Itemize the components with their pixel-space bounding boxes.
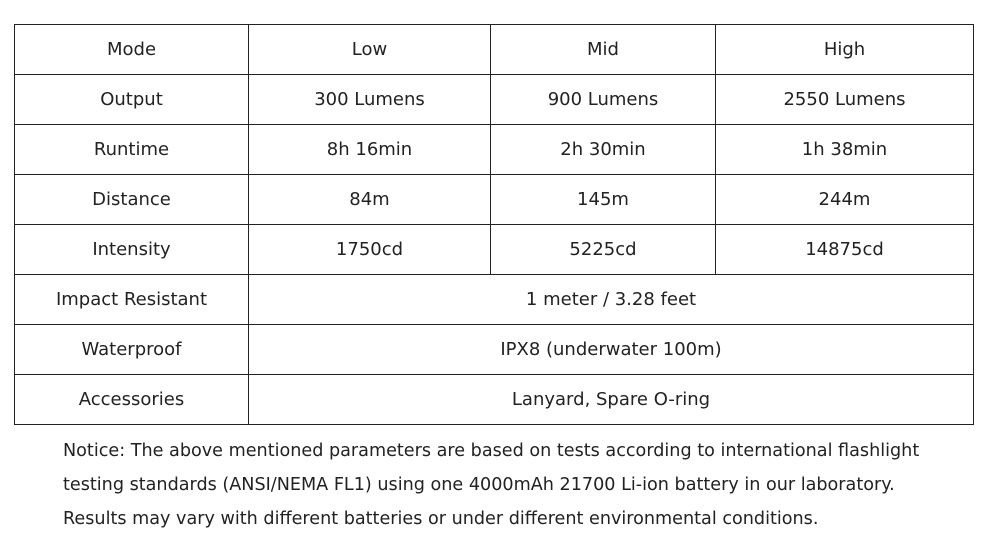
- notice-line: Results may vary with different batteries or under different environmental conditions.: [63, 509, 819, 529]
- table-cell: 2h 30min: [491, 125, 716, 175]
- table-row-accessories: [15, 375, 974, 425]
- row-label: Intensity: [15, 225, 249, 275]
- table-cell: 300 Lumens: [249, 75, 491, 125]
- table-row-intensity: [15, 225, 974, 275]
- row-label: Runtime: [15, 125, 249, 175]
- table-row-impact-resistant: [15, 275, 974, 325]
- table-cell: 145m: [491, 175, 716, 225]
- row-label: Accessories: [15, 375, 249, 425]
- notice-text: [63, 434, 973, 536]
- row-label: Impact Resistant: [15, 275, 249, 325]
- header-cell-low: Low: [249, 25, 491, 75]
- notice-line: testing standards (ANSI/NEMA FL1) using one 4000mAh 21700 Li-ion battery in our laboratory.: [63, 475, 895, 495]
- table-cell: 14875cd: [716, 225, 974, 275]
- merged-cell: Lanyard, Spare O-ring: [249, 375, 974, 425]
- table-header-row: [15, 25, 974, 75]
- table-cell: 8h 16min: [249, 125, 491, 175]
- table-row-runtime: [15, 125, 974, 175]
- table-row-output: [15, 75, 974, 125]
- table-cell: 900 Lumens: [491, 75, 716, 125]
- header-cell-mid: Mid: [491, 25, 716, 75]
- table-cell: 5225cd: [491, 225, 716, 275]
- table-cell: 244m: [716, 175, 974, 225]
- row-label: Distance: [15, 175, 249, 225]
- table-row-distance: [15, 175, 974, 225]
- table-cell: 1750cd: [249, 225, 491, 275]
- merged-cell: IPX8 (underwater 100m): [249, 325, 974, 375]
- table-cell: 84m: [249, 175, 491, 225]
- header-cell-mode: Mode: [15, 25, 249, 75]
- header-cell-high: High: [716, 25, 974, 75]
- merged-cell: 1 meter / 3.28 feet: [249, 275, 974, 325]
- table-cell: 2550 Lumens: [716, 75, 974, 125]
- spec-table: [14, 24, 974, 425]
- table-cell: 1h 38min: [716, 125, 974, 175]
- row-label: Waterproof: [15, 325, 249, 375]
- row-label: Output: [15, 75, 249, 125]
- notice-line: Notice: The above mentioned parameters are based on tests according to international flashlight: [63, 441, 920, 461]
- table-row-waterproof: [15, 325, 974, 375]
